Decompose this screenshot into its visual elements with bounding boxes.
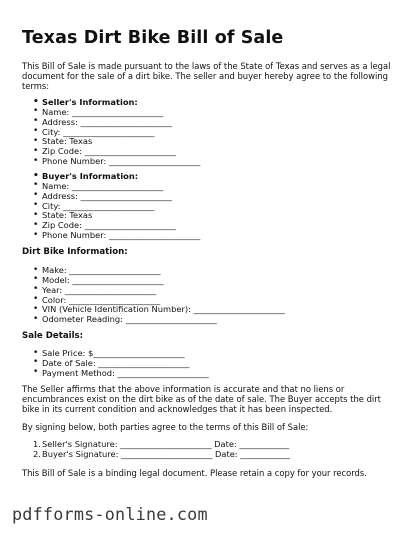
seller-phone-field: • Phone Number: ______________________ (22, 157, 200, 167)
bike-make-field: • Make: ______________________ (22, 266, 285, 276)
buyer-name-field: • Name: ______________________ (22, 182, 200, 192)
buyer-signature-number: 2. (33, 448, 41, 459)
bike-odometer-field: • Odometer Reading: ______________________ (22, 315, 285, 325)
document-title: Texas Dirt Bike Bill of Sale (22, 28, 284, 48)
intro-paragraph: This Bill of Sale is made pursuant to the laws of the State of Texas and serves as a legal document for the sale of a dirt bike. The seller and buyer hereby agree to the following terms: (22, 61, 391, 92)
buyer-signature-line (22, 450, 290, 460)
signature-list (22, 440, 290, 460)
sale-details-list (22, 349, 209, 379)
buyer-state-field: • State: Texas (22, 211, 200, 221)
seller-signature-number: 1. (33, 439, 41, 449)
bike-vin-field: • VIN (Vehicle Identification Number): ______________________ (22, 305, 285, 315)
seller-information-list (22, 98, 200, 167)
sale-price-field: • Sale Price: $______________________ (22, 349, 209, 359)
buyer-information-list (22, 172, 200, 241)
buyer-zip-field: • Zip Code: ______________________ (22, 221, 200, 231)
buyer-city-field: • City: ______________________ (22, 202, 200, 212)
bike-color-field: • Color: ______________________ (22, 296, 285, 306)
payment-method-field: • Payment Method: ______________________ (22, 369, 209, 379)
sale-date-field: • Date of Sale: ______________________ (22, 359, 209, 369)
buyer-information-heading: • Buyer's Information: (22, 172, 200, 182)
seller-zip-field: • Zip Code: ______________________ (22, 147, 200, 157)
seller-city-field: • City: ______________________ (22, 128, 200, 138)
buyer-signature-text: Buyer's Signature: ______________________ Date: ____________ (42, 448, 291, 459)
affirmation-paragraph: The Seller affirms that the above information is accurate and that no liens or encumbrances exist on the dirt bike as of the date of sale. The Buyer accepts the dirt bike in its current condition and acknowledges that it has been inspected. (22, 384, 381, 415)
closing-paragraph: This Bill of Sale is a binding legal document. Please retain a copy for your records. (22, 468, 367, 478)
dirt-bike-information-list (22, 266, 285, 325)
seller-state-field: • State: Texas (22, 137, 200, 147)
signing-intro-paragraph: By signing below, both parties agree to the terms of this Bill of Sale: (22, 422, 309, 432)
dirt-bike-information-heading: Dirt Bike Information: (22, 247, 128, 257)
bike-year-field: • Year: ______________________ (22, 286, 285, 296)
seller-signature-text: Seller's Signature: ______________________ Date: ____________ (42, 439, 290, 449)
buyer-address-field: • Address: ______________________ (22, 192, 200, 202)
buyer-phone-field: • Phone Number: ______________________ (22, 231, 200, 241)
watermark-text: pdfforms-online.com (12, 504, 208, 524)
seller-name-field: • Name: ______________________ (22, 108, 200, 118)
sale-details-heading: Sale Details: (22, 331, 84, 341)
seller-information-heading: • Seller's Information: (22, 98, 200, 108)
bike-model-field: • Model: ______________________ (22, 276, 285, 286)
seller-address-field: • Address: ______________________ (22, 118, 200, 128)
